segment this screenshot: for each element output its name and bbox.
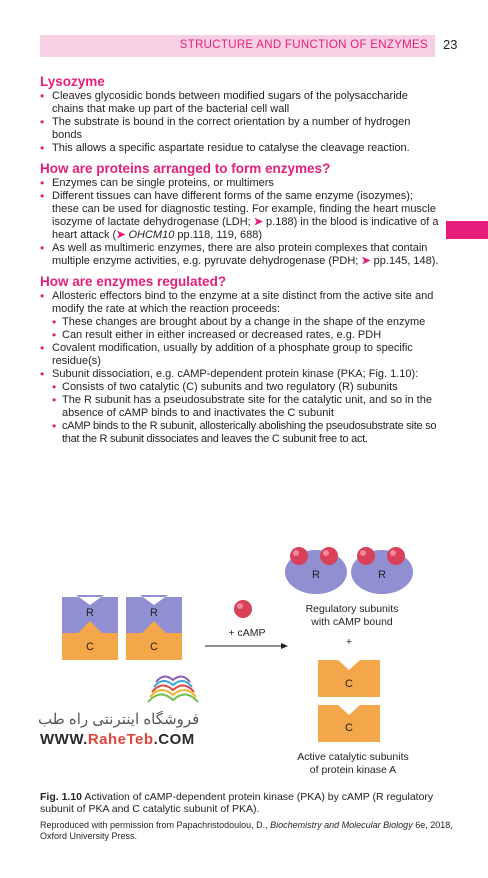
heading-lysozyme: Lysozyme xyxy=(40,74,105,89)
list-item: • Cleaves glycosidic bonds between modified sugars of the polysaccharide chains that make up part of the bacterial cell wall xyxy=(40,90,440,116)
label-r: R xyxy=(150,607,158,619)
lysozyme-list xyxy=(40,90,440,155)
running-head: STRUCTURE AND FUNCTION OF ENZYMES xyxy=(179,39,428,51)
catalytic-label-line-2: of protein kinase A xyxy=(309,764,397,776)
label-c: C xyxy=(345,678,353,690)
camp-highlight xyxy=(390,550,396,556)
list-item: • This allows a specific aspartate residue to catalyse the cleavage reaction. xyxy=(40,142,440,155)
main-text xyxy=(40,74,440,446)
list-item: • As well as multimeric enzymes, there are also protein complexes that contain multiple enzyme activities, e.g. pyruvate dehydrogenase (PDH; ➤ pp.145, 148). xyxy=(40,242,440,268)
sub-list-item: • The R subunit has a pseudosubstrate site for the catalytic unit, and so in the absence of cAMP binds to and inactivates the C subunit xyxy=(52,394,440,420)
regulatory-label-line-1: Regulatory subunits xyxy=(305,603,399,615)
heading-arranged: How are proteins arranged to form enzymes? xyxy=(40,161,331,176)
figure-credit: Reproduced with permission from Papachristodoulou, D., Biochemistry and Molecular Biology 6e, 2018, Oxford University Press. xyxy=(40,820,453,841)
sub-list xyxy=(52,316,440,342)
label-c: C xyxy=(345,722,353,734)
label-c: C xyxy=(150,641,158,653)
camp-highlight xyxy=(237,603,243,609)
camp-highlight xyxy=(360,550,366,556)
camp-molecule xyxy=(320,547,338,565)
arranged-list xyxy=(40,177,440,268)
camp-highlight xyxy=(323,550,329,556)
sub-list xyxy=(52,381,440,446)
list-item: • Subunit dissociation, e.g. cAMP-dependent protein kinase (PKA; Fig. 1.10): • Consists of two catalytic (C) subunits and two regulatory (R) subunits • The R subunit has a pseudosubstrate site for the catalytic unit, and so in the absence of cAMP binds to and inactivates the C subunit • cAMP binds to the R subunit, allosterically abolishing the pseudosubstrate site so that the R subunit dissociates and leaves the C subunit free to act. xyxy=(40,368,440,446)
camp-arrow-label: + cAMP xyxy=(228,627,266,639)
label-c: C xyxy=(86,641,94,653)
camp-molecule xyxy=(290,547,308,565)
camp-molecule xyxy=(357,547,375,565)
sub-list-item: • Can result either in either increased or decreased rates, e.g. PDH xyxy=(52,329,440,342)
list-item: • The substrate is bound in the correct orientation by a number of hydrogen bonds xyxy=(40,116,440,142)
list-item: • Covalent modification, usually by addition of a phosphate group to specific residue(s) xyxy=(40,342,440,368)
regulatory-subunits-bound xyxy=(285,547,413,594)
watermark-persian: فروشگاه اینترنتی راه طب xyxy=(38,711,200,728)
arrow-head-icon xyxy=(281,643,288,649)
camp-highlight xyxy=(293,550,299,556)
chapter-thumb-tab xyxy=(446,221,488,239)
label-r: R xyxy=(86,607,94,619)
list-item: • Allosteric effectors bind to the enzyme at a site distinct from the active site and modify the rate at which the reaction proceeds: • These changes are brought about by a change in the shape of the enzyme • Can result either in either increased or decreased rates, e.g. PDH xyxy=(40,290,440,342)
watermark-logo xyxy=(148,676,198,702)
label-r: R xyxy=(378,569,386,581)
circle-arrow-right-icon[interactable]: ➤ xyxy=(116,229,129,241)
watermark-url: WWW.RaheTeb.COM xyxy=(40,731,195,748)
regulated-list xyxy=(40,290,440,446)
page-number: 23 xyxy=(443,37,458,52)
camp-molecule xyxy=(234,600,252,618)
pka-activation-diagram xyxy=(0,540,488,790)
regulatory-label-line-2: with cAMP bound xyxy=(311,616,393,628)
circle-arrow-right-icon[interactable]: ➤ xyxy=(253,216,263,228)
sub-list-item: • These changes are brought about by a change in the shape of the enzyme xyxy=(52,316,440,329)
inactive-pka-complex xyxy=(62,595,182,660)
heading-regulated: How are enzymes regulated? xyxy=(40,274,227,289)
figure-caption: Fig. 1.10 Activation of cAMP-dependent protein kinase (PKA) by cAMP (R regulatory subunit of PKA and C catalytic subunit of PKA). xyxy=(40,791,434,815)
sub-list-item: • Consists of two catalytic (C) subunits and two regulatory (R) subunits xyxy=(52,381,440,394)
camp-molecule xyxy=(387,547,405,565)
list-item: • Different tissues can have different forms of the same enzyme (isozymes); these can be used for diagnostic testing. For example, finding the heart muscle isozyme of lactate dehydrogenase (LDH; ➤ p.188) in the blood is indicative of a heart attack (➤ OHCM10 pp.118, 119, 688) xyxy=(40,190,440,242)
circle-arrow-right-icon[interactable]: ➤ xyxy=(361,255,371,267)
label-r: R xyxy=(312,569,320,581)
catalytic-label-line-1: Active catalytic subunits xyxy=(297,751,409,763)
plus-sign: + xyxy=(345,636,353,648)
sub-list-item: • cAMP binds to the R subunit, allosterically abolishing the pseudosubstrate site so that the R subunit dissociates and leaves the C subunit free to act. xyxy=(52,420,440,446)
list-item: • Enzymes can be single proteins, or multimers xyxy=(40,177,440,190)
